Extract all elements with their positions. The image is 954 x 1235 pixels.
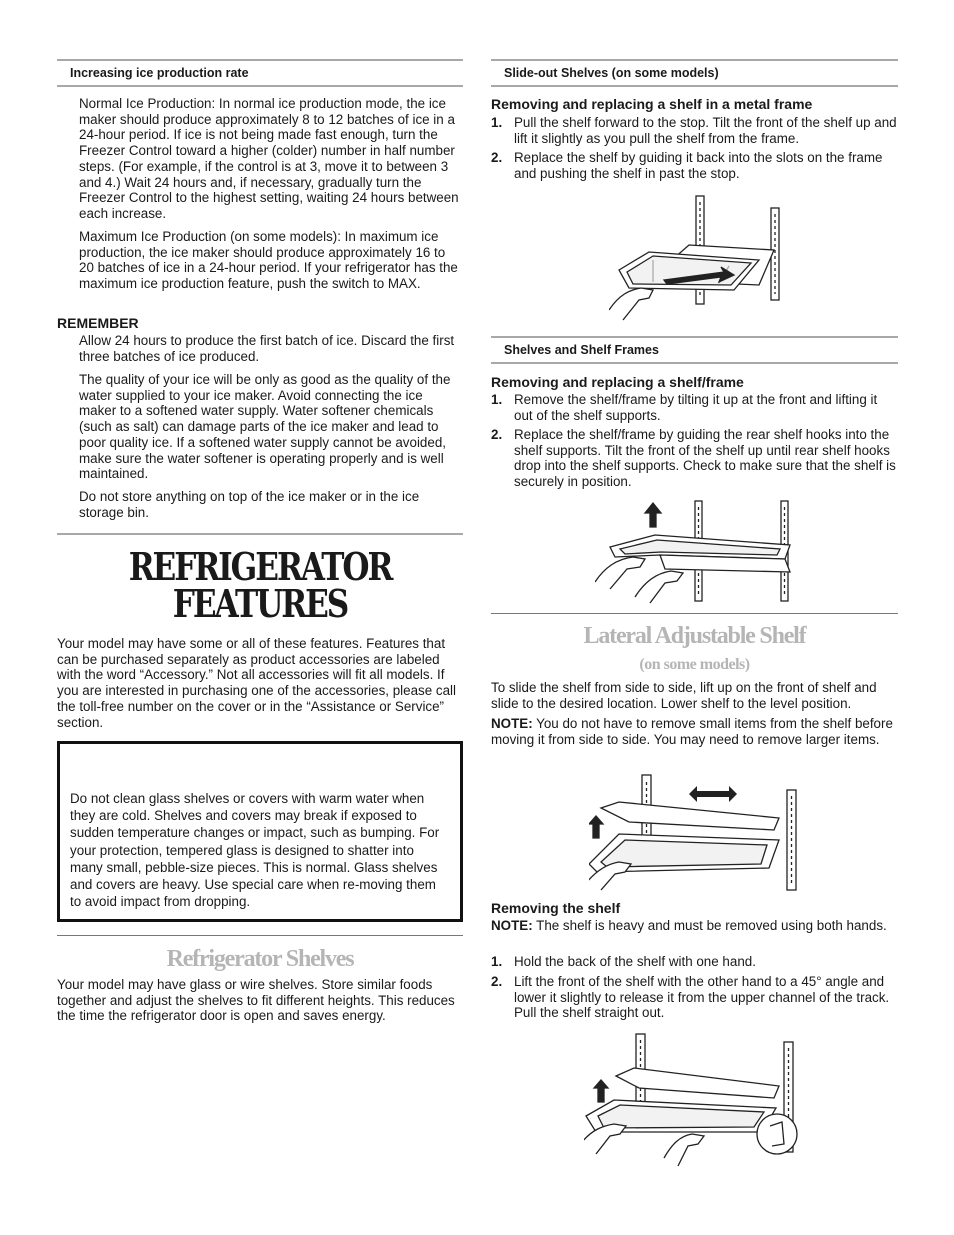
step-number: 1. (491, 115, 503, 130)
removing-shelf-heading: Removing the shelf (491, 900, 621, 916)
section-divider (491, 613, 898, 614)
step-number: 1. (491, 392, 503, 407)
removing-note (491, 918, 898, 934)
ice-production-bar: Increasing ice production rate (57, 59, 463, 87)
removing-shelf-illustration (584, 1032, 809, 1167)
section-divider (57, 935, 463, 936)
step-text: Lift the front of the shelf with the other hand to a 45° angle and lower it slightly to release it from the upper channel of the track. Pull the shelf straight out. (514, 974, 890, 1021)
features-intro-text: Your model may have some or all of these features. Features that can be purchased separately as product accessories are labeled with the word “Accessory.” Not all accessories will fit all models. If you are interested in purchasing one of the accessories, please call the toll-free number on the cover or in the “Assistance or Service” section. (57, 636, 456, 730)
note-text: You do not have to remove small items from the shelf before moving it from side to side. You may need to remove larger items. (491, 716, 893, 747)
step-text: Replace the shelf by guiding it back into the slots on the frame and pushing the shelf in past the stop. (514, 150, 883, 181)
step-number: 2. (491, 427, 503, 442)
right-column (491, 0, 898, 1235)
lateral-shelf-text: To slide the shelf from side to side, lift up on the front of shelf and slide to the desired location. Lower shelf to the level position. (491, 680, 877, 711)
glass-warning-text: Do not clean glass shelves or covers with warm water when they are cold. Shelves and covers may break if exposed to sudden temperature changes or impact, such as bumping. For your protection, tempered glass is designed to shatter into many small, pebble-size pieces. This is normal. Glass shelves and covers are heavy. Use special care when re-moving them to avoid impact from dropping. (70, 791, 440, 910)
lateral-shelf-illustration (589, 772, 804, 892)
lateral-shelf-subtitle: (on some models) (639, 656, 750, 673)
slideout-shelf-illustration (609, 190, 809, 325)
shelf-frame-heading: Removing and replacing a shelf/frame (491, 374, 744, 390)
step-number: 1. (491, 954, 503, 969)
remember-item: The quality of your ice will be only as good as the quality of the water supplied to your ice maker. Avoid connecting the ice maker to a softened water supply. Water softener chemicals (such as salt) can damage parts of the ice maker and lead to poor quality ice. If a softened water supply cannot be avoided, make sure the water softener is operating properly and is well maintained. (79, 372, 451, 482)
remember-item: Do not store anything on top of the ice maker or in the ice storage bin. (79, 489, 420, 520)
section-divider (57, 533, 463, 535)
step-number: 2. (491, 974, 503, 989)
lateral-shelf-title: Lateral Adjustable Shelf (583, 623, 806, 649)
lateral-note (491, 716, 898, 747)
features-title-line1: REFRIGERATOR (128, 544, 392, 589)
remember-heading: REMEMBER (57, 315, 139, 331)
shelf-frame-illustration (595, 497, 805, 607)
left-column (57, 0, 463, 1235)
note-label: NOTE: (491, 716, 533, 731)
step-number: 2. (491, 150, 503, 165)
step-text: Remove the shelf/frame by tilting it up at the front and lifting it out of the shelf supports. (514, 392, 878, 423)
note-text: The shelf is heavy and must be removed using both hands. (532, 918, 887, 933)
step-text: Pull the shelf forward to the stop. Tilt the front of the shelf up and lift it slightly as you pull the shelf from the frame. (514, 115, 897, 146)
refrigerator-shelves-text: Your model may have glass or wire shelves. Store similar foods together and adjust the shelves to fit different heights. This reduces the time the refrigerator door is open and saves energy. (57, 977, 455, 1024)
features-title-line2: FEATURES (172, 581, 348, 626)
max-ice-text: Maximum Ice Production (on some models): In maximum ice production, the ice maker should produce approximately 16 to 20 batches of ice in a 24-hour period. If your refrigerator has the maximum ice production feature, push the switch to MAX. (79, 229, 458, 292)
remember-item: Allow 24 hours to produce the first batch of ice. Discard the first three batches of ice produced. (79, 333, 455, 364)
slideout-shelves-bar: Slide-out Shelves (on some models) (491, 59, 898, 87)
shelves-and-frames-bar: Shelves and Shelf Frames (491, 336, 898, 364)
metal-frame-heading: Removing and replacing a shelf in a metal frame (491, 96, 813, 112)
note-label: NOTE: (491, 918, 533, 933)
glass-warning-box (57, 741, 463, 922)
refrigerator-shelves-title: Refrigerator Shelves (166, 946, 354, 972)
normal-ice-text: Normal Ice Production: In normal ice production mode, the ice maker should produce approximately 8 to 12 batches of ice in a 24-hour period. If ice is not being made fast enough, turn the Freezer Control toward a higher (colder) number in half number steps. (For example, if the control is at 3, move it to between 3 and 4.) Wait 24 hours and, if necessary, gradually turn the Freezer Control to the highest setting, waiting 24 hours between each increase. (79, 96, 459, 221)
step-text: Hold the back of the shelf with one hand. (514, 954, 756, 969)
step-text: Replace the shelf/frame by guiding the rear shelf hooks into the shelf supports. Tilt the front of the shelf up until rear shelf hooks drop into the shelf supports. Check to make sure that the shelf is securely in position. (514, 427, 896, 490)
